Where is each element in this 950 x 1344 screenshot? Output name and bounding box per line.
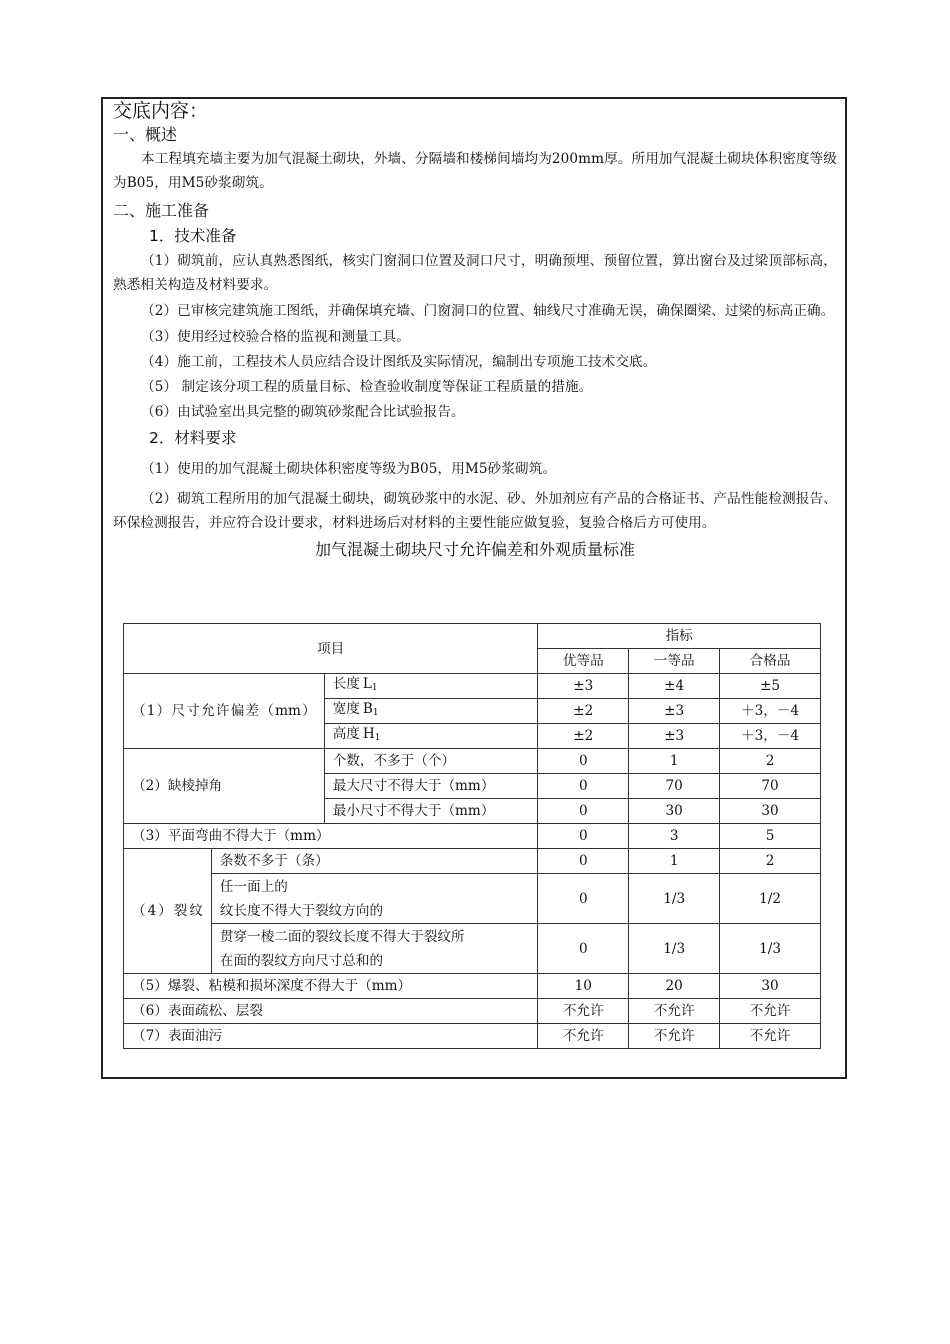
- edge-row-label: 最小尺寸不得大于（mm）: [324, 799, 538, 824]
- value-cell: 1/2: [720, 874, 821, 924]
- value-cell: 不允许: [629, 999, 720, 1024]
- table-row: [124, 749, 821, 774]
- value-cell: 1: [629, 749, 720, 774]
- value-cell: 10: [538, 974, 629, 999]
- value-cell: 0: [538, 799, 629, 824]
- value-cell: 0: [538, 874, 629, 924]
- crack-row-label: 任一面上的 纹长度不得大于裂纹方向的: [211, 874, 537, 924]
- tech-heading: 1．技术准备: [149, 227, 237, 245]
- tail-row-label: （5）爆裂、粘模和损坏深度不得大于（mm）: [124, 974, 538, 999]
- header-item: 项目: [124, 624, 538, 674]
- material-item-1: （1）使用的加气混凝土砌块体积密度等级为B05，用M5砂浆砌筑。: [141, 461, 557, 477]
- grade-qualified: 合格品: [720, 649, 821, 674]
- value-cell: ±3: [538, 674, 629, 699]
- value-cell: 1/3: [720, 924, 821, 974]
- crack-group-label: （4）裂纹: [124, 849, 212, 974]
- edge-row-label: 个数，不多于（个）: [324, 749, 538, 774]
- tech-item-2: （2）已审核完建筑施工图纸，并确保填充墙、门窗洞口的位置、轴线尺寸准确无误，确保圈梁、过梁的标高正确。: [141, 303, 835, 319]
- edge-row-label: 最大尺寸不得大于（mm）: [324, 774, 538, 799]
- grade-first: 一等品: [629, 649, 720, 674]
- table-row: [124, 974, 821, 999]
- value-cell: ±5: [720, 674, 821, 699]
- prep-heading: 二、施工准备: [113, 201, 210, 220]
- tail-row-label: （7）表面油污: [124, 1024, 538, 1049]
- bend-row-label: （3）平面弯曲不得大于（mm）: [124, 824, 538, 849]
- overview-heading: 一、概述: [113, 125, 178, 144]
- tech-item-4: （4）施工前，工程技术人员应结合设计图纸及实际情况，编制出专项施工技术交底。: [141, 354, 657, 370]
- value-cell: 2: [720, 849, 821, 874]
- value-cell: 不允许: [720, 1024, 821, 1049]
- table-row: [124, 999, 821, 1024]
- value-cell: ±3: [629, 699, 720, 724]
- value-cell: ＋3，－4: [720, 699, 821, 724]
- size-group-label: （1）尺寸允许偏差（mm）: [124, 674, 325, 749]
- value-cell: 30: [629, 799, 720, 824]
- tech-item-3: （3）使用经过校验合格的监视和测量工具。: [141, 329, 410, 345]
- tech-item-1: （1）砌筑前，应认真熟悉图纸，核实门窗洞口位置及洞口尺寸，明确预埋、预留位置，算出窗台及过梁顶部标高，熟悉相关构造及材料要求。: [113, 253, 837, 293]
- value-cell: 3: [629, 824, 720, 849]
- size-row-label: 长度 $L_1$: [324, 674, 538, 699]
- table-header-row: [124, 624, 821, 649]
- value-cell: 不允许: [538, 1024, 629, 1049]
- table-row: [124, 674, 821, 699]
- table-title: 加气混凝土砌块尺寸允许偏差和外观质量标准: [314, 540, 635, 559]
- value-cell: 不允许: [629, 1024, 720, 1049]
- table-row: [124, 849, 821, 874]
- table-row: [124, 924, 821, 974]
- section-title: 交底内容：: [113, 100, 209, 122]
- value-cell: 0: [538, 924, 629, 974]
- tech-item-5: （5） 制定该分项工程的质量目标、检查验收制度等保证工程质量的措施。: [141, 379, 593, 395]
- disclosure-frame: [101, 97, 847, 1079]
- quality-standard-table: [123, 623, 821, 1049]
- value-cell: ±3: [629, 724, 720, 749]
- header-indicator: 指标: [538, 624, 821, 649]
- material-item-2: （2）砌筑工程所用的加气混凝土砌块，砌筑砂浆中的水泥、砂、外加剂应有产品的合格证书、产品性能检测报告、环保检测报告，并应符合设计要求，材料进场后对材料的主要性能应做复验，复验合格后方可使用。: [113, 491, 837, 531]
- material-heading: 2．材料要求: [149, 429, 237, 447]
- edge-group-label: （2）缺棱掉角: [124, 749, 325, 824]
- table-row: [124, 874, 821, 924]
- value-cell: 5: [720, 824, 821, 849]
- overview-text: 本工程填充墙主要为加气混凝土砌块，外墙、分隔墙和楼梯间墙均为200mm厚。所用加气混凝土砌块体积密度等级为B05，用M5砂浆砌筑。: [113, 151, 837, 191]
- crack-row-label: 条数不多于（条）: [211, 849, 537, 874]
- size-row-label: 宽度 $B_1$: [324, 699, 538, 724]
- value-cell: 2: [720, 749, 821, 774]
- tech-item-6: （6）由试验室出具完整的砌筑砂浆配合比试验报告。: [141, 404, 465, 420]
- value-cell: 70: [629, 774, 720, 799]
- crack-row-label: 贯穿一棱二面的裂纹长度不得大于裂纹所 在面的裂纹方向尺寸总和的: [211, 924, 537, 974]
- value-cell: ±2: [538, 699, 629, 724]
- value-cell: 70: [720, 774, 821, 799]
- value-cell: 0: [538, 849, 629, 874]
- value-cell: 0: [538, 774, 629, 799]
- value-cell: 1/3: [629, 874, 720, 924]
- value-cell: 1/3: [629, 924, 720, 974]
- disclosure-content: [113, 99, 837, 562]
- grade-superior: 优等品: [538, 649, 629, 674]
- value-cell: ±4: [629, 674, 720, 699]
- value-cell: 不允许: [720, 999, 821, 1024]
- table-row: [124, 1024, 821, 1049]
- value-cell: 0: [538, 749, 629, 774]
- value-cell: 0: [538, 824, 629, 849]
- value-cell: 不允许: [538, 999, 629, 1024]
- table-row: [124, 824, 821, 849]
- value-cell: 20: [629, 974, 720, 999]
- size-row-label: 高度 $H_1$: [324, 724, 538, 749]
- value-cell: 1: [629, 849, 720, 874]
- value-cell: 30: [720, 799, 821, 824]
- value-cell: 30: [720, 974, 821, 999]
- value-cell: ±2: [538, 724, 629, 749]
- value-cell: ＋3，－4: [720, 724, 821, 749]
- tail-row-label: （6）表面疏松、层裂: [124, 999, 538, 1024]
